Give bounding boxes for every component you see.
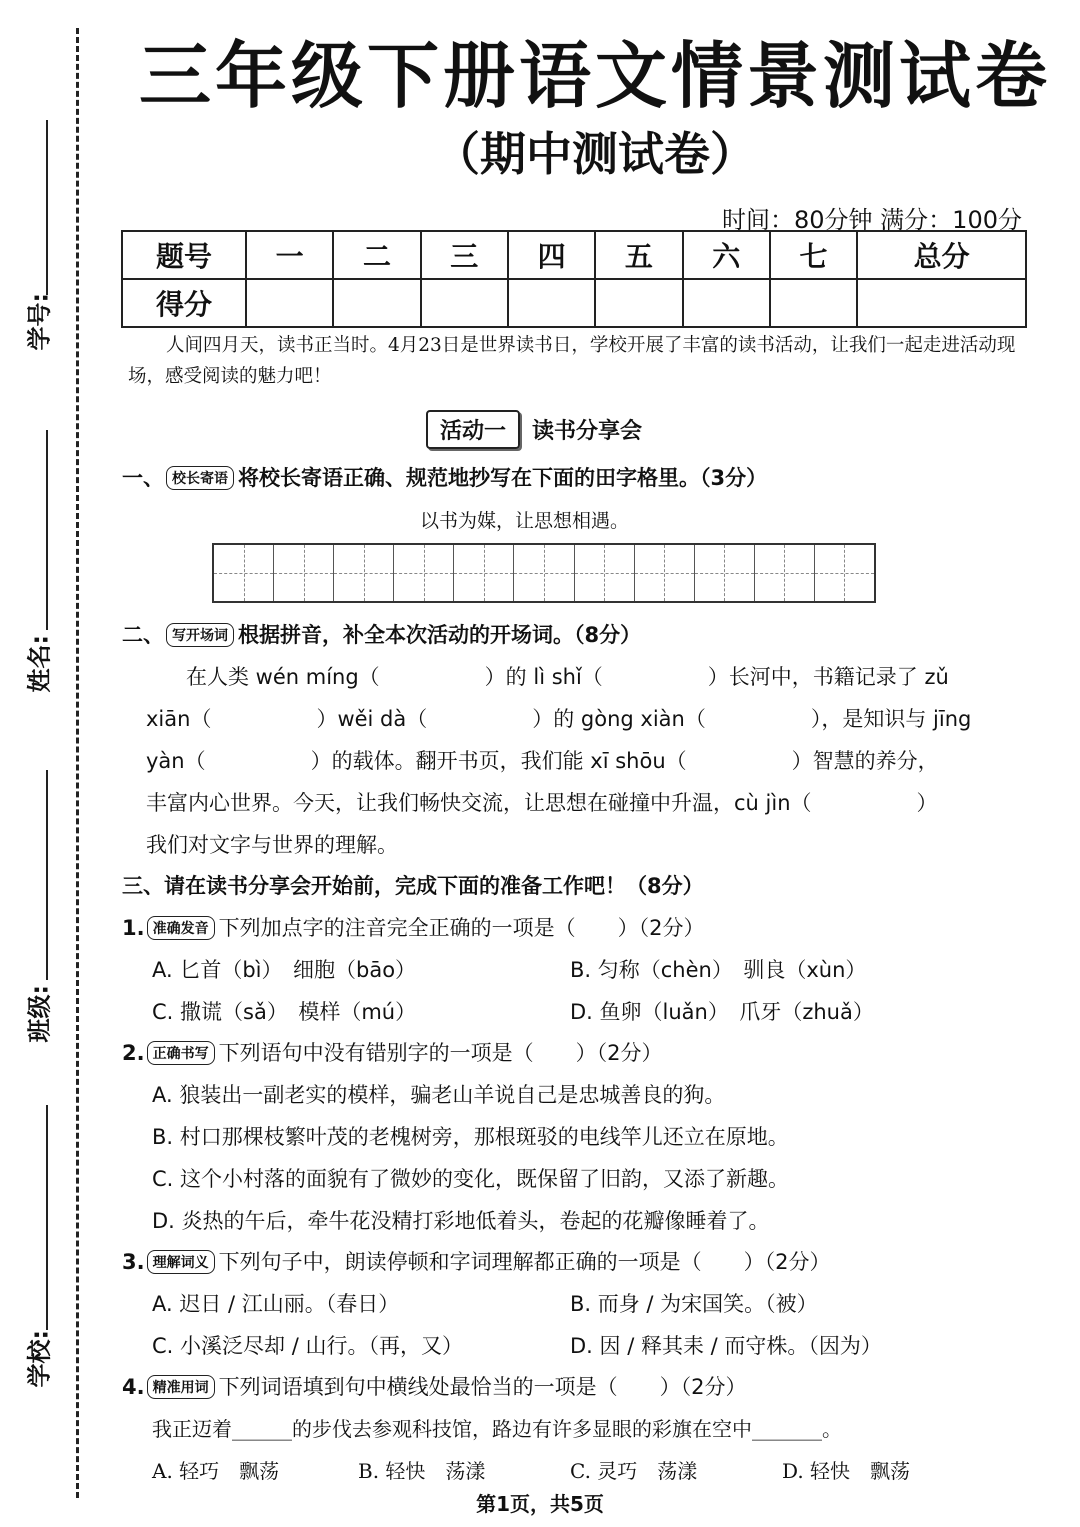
option-a[interactable]: A. 轻巧 飘荡 <box>152 1459 280 1483</box>
school-line[interactable] <box>46 1105 48 1330</box>
tianzige-grid[interactable] <box>212 543 876 603</box>
score-header-cell: 二 <box>333 231 420 279</box>
score-input-cell[interactable] <box>683 279 770 327</box>
grid-cell[interactable] <box>814 545 874 601</box>
opening-line-2: xiān（ ）wěi dà（ ）的 gòng xiàn（ ），是知识与 jīng <box>146 707 972 731</box>
score-row-label: 得分 <box>122 279 246 327</box>
option-d[interactable]: D. 炎热的午后，牵牛花没精打彩地低着头，卷起的花瓣像睡着了。 <box>152 1209 770 1233</box>
subquestion-text: 下列词语填到句中横线处最恰当的一项是（ ）（2分） <box>218 1375 747 1399</box>
subquestion-2 <box>122 1037 662 1067</box>
intro-text: 人间四月天，读书正当时。4月23日是世界读书日，学校开展了丰富的读书活动，让我们一起走进活动现场，感受阅读的魅力吧！ <box>128 335 1016 387</box>
question-number: 一、 <box>122 466 164 490</box>
opening-line-5: 我们对文字与世界的理解。 <box>146 833 398 857</box>
page-footer: 第1页，共5页 <box>476 1492 604 1516</box>
score-header-cell: 六 <box>683 231 770 279</box>
option-c[interactable]: C. 灵巧 荡漾 <box>570 1459 698 1483</box>
question-text: 请在读书分享会开始前，完成下面的准备工作吧！（8分） <box>164 874 704 898</box>
subquestion-text: 下列语句中没有错别字的一项是（ ）（2分） <box>218 1041 663 1065</box>
school-label: 学校: <box>25 1329 54 1388</box>
grid-cell[interactable] <box>393 545 453 601</box>
activity-title: 读书分享会 <box>532 419 643 444</box>
opening-line-3: yàn（ ）的载体。翻开书页，我们能 xī shōu（ ）智慧的养分， <box>146 749 939 773</box>
score-header-cell: 三 <box>421 231 508 279</box>
option-b[interactable]: B. 轻快 荡漾 <box>358 1459 486 1483</box>
name-label: 姓名: <box>25 634 54 693</box>
score-header-cell: 四 <box>508 231 595 279</box>
question-tag: 写开场词 <box>166 623 234 647</box>
subquestion-4 <box>122 1371 746 1401</box>
grid-cell[interactable] <box>333 545 393 601</box>
score-input-cell[interactable] <box>770 279 857 327</box>
option-c[interactable]: C. 小溪泛尽却 / 山行。（再，又） <box>152 1334 463 1358</box>
grid-cell[interactable] <box>574 545 634 601</box>
option-d[interactable]: D. 因 / 释其耒 / 而守株。（因为） <box>570 1334 882 1358</box>
score-table-header-row <box>122 231 1026 279</box>
score-table-score-row <box>122 279 1026 327</box>
score-input-cell[interactable] <box>508 279 595 327</box>
subquestion-text: 下列加点字的注音完全正确的一项是（ ）（2分） <box>218 916 705 940</box>
time-info: 时间：80分钟 满分：100分 <box>722 206 1022 234</box>
question-2 <box>122 619 641 649</box>
binding-dashed-line <box>76 28 79 1498</box>
question-1 <box>122 462 767 492</box>
subquestion-number: 3. <box>122 1250 145 1274</box>
class-line[interactable] <box>46 770 48 980</box>
grid-cell[interactable] <box>694 545 754 601</box>
question-number: 三、 <box>122 874 164 898</box>
subquestion-text: 下列句子中，朗读停顿和字词理解都正确的一项是（ ）（2分） <box>218 1250 831 1274</box>
principal-motto: 以书为媒，让思想相遇。 <box>420 510 630 532</box>
question-3 <box>122 870 704 900</box>
class-label: 班级: <box>25 984 54 1043</box>
binding-margin <box>0 0 100 1527</box>
student-id-label: 学号: <box>25 292 54 351</box>
subquestion-1 <box>122 912 704 942</box>
option-d[interactable]: D. 鱼卵（luǎn） 爪牙（zhuǎ） <box>570 1000 874 1024</box>
score-input-cell[interactable] <box>333 279 420 327</box>
subquestion-number: 4. <box>122 1375 145 1399</box>
option-b[interactable]: B. 匀称（chèn） 驯良（xùn） <box>570 958 867 982</box>
question-tag: 准确发音 <box>147 916 215 940</box>
name-line[interactable] <box>46 430 48 630</box>
question-tag: 正确书写 <box>147 1041 215 1065</box>
question-tag: 理解词义 <box>147 1250 215 1274</box>
activity-badge: 活动一 <box>426 410 520 449</box>
option-b[interactable]: B. 村口那棵枝繁叶茂的老槐树旁，那根斑驳的电线竿儿还立在原地。 <box>152 1125 789 1149</box>
page-title: 三年级下册语文情景测试卷 <box>138 34 1051 118</box>
subquestion-number: 2. <box>122 1041 145 1065</box>
score-input-cell[interactable] <box>857 279 1026 327</box>
question-number: 二、 <box>122 623 164 647</box>
fill-sentence: 我正迈着______的步伐去参观科技馆，路边有许多显眼的彩旗在空中_______。 <box>152 1417 842 1441</box>
score-header-cell: 七 <box>770 231 857 279</box>
intro-paragraph <box>128 330 1028 392</box>
option-a[interactable]: A. 狼装出一副老实的模样，骗老山羊说自己是忠城善良的狗。 <box>152 1083 726 1107</box>
grid-cell[interactable] <box>754 545 814 601</box>
question-tag: 校长寄语 <box>166 466 234 490</box>
question-text: 将校长寄语正确、规范地抄写在下面的田字格里。（3分） <box>238 466 768 490</box>
option-a[interactable]: A. 迟日 / 江山丽。（春日） <box>152 1292 400 1316</box>
score-header-cell: 一 <box>246 231 333 279</box>
option-b[interactable]: B. 而身 / 为宋国笑。（被） <box>570 1292 818 1316</box>
question-tag: 精准用词 <box>147 1375 215 1399</box>
score-header-cell: 五 <box>595 231 682 279</box>
grid-cell[interactable] <box>513 545 573 601</box>
score-header-cell: 题号 <box>122 231 246 279</box>
opening-line-1: 在人类 wén míng（ ）的 lì shǐ（ ）长河中，书籍记录了 zǔ <box>186 665 949 689</box>
subquestion-3 <box>122 1246 830 1276</box>
option-c[interactable]: C. 撒谎（sǎ） 模样（mú） <box>152 1000 417 1024</box>
score-input-cell[interactable] <box>595 279 682 327</box>
option-d[interactable]: D. 轻快 飘荡 <box>782 1459 911 1483</box>
option-c[interactable]: C. 这个小村落的面貌有了微妙的变化，既保留了旧韵，又添了新趣。 <box>152 1167 790 1191</box>
score-header-cell: 总分 <box>857 231 1026 279</box>
student-id-line[interactable] <box>46 120 48 295</box>
page-subtitle: （期中测试卷） <box>434 127 756 181</box>
option-a[interactable]: A. 匕首（bì） 细胞（bāo） <box>152 958 417 982</box>
subquestion-number: 1. <box>122 916 145 940</box>
grid-cell[interactable] <box>634 545 694 601</box>
question-text: 根据拼音，补全本次活动的开场词。（8分） <box>238 623 642 647</box>
opening-line-4: 丰富内心世界。今天，让我们畅快交流，让思想在碰撞中升温，cù jìn（ ） <box>146 791 938 815</box>
grid-cell[interactable] <box>273 545 333 601</box>
score-input-cell[interactable] <box>246 279 333 327</box>
grid-cell[interactable] <box>453 545 513 601</box>
activity-heading <box>426 410 642 449</box>
grid-cell[interactable] <box>214 545 273 601</box>
score-input-cell[interactable] <box>421 279 508 327</box>
score-table <box>121 230 1027 328</box>
